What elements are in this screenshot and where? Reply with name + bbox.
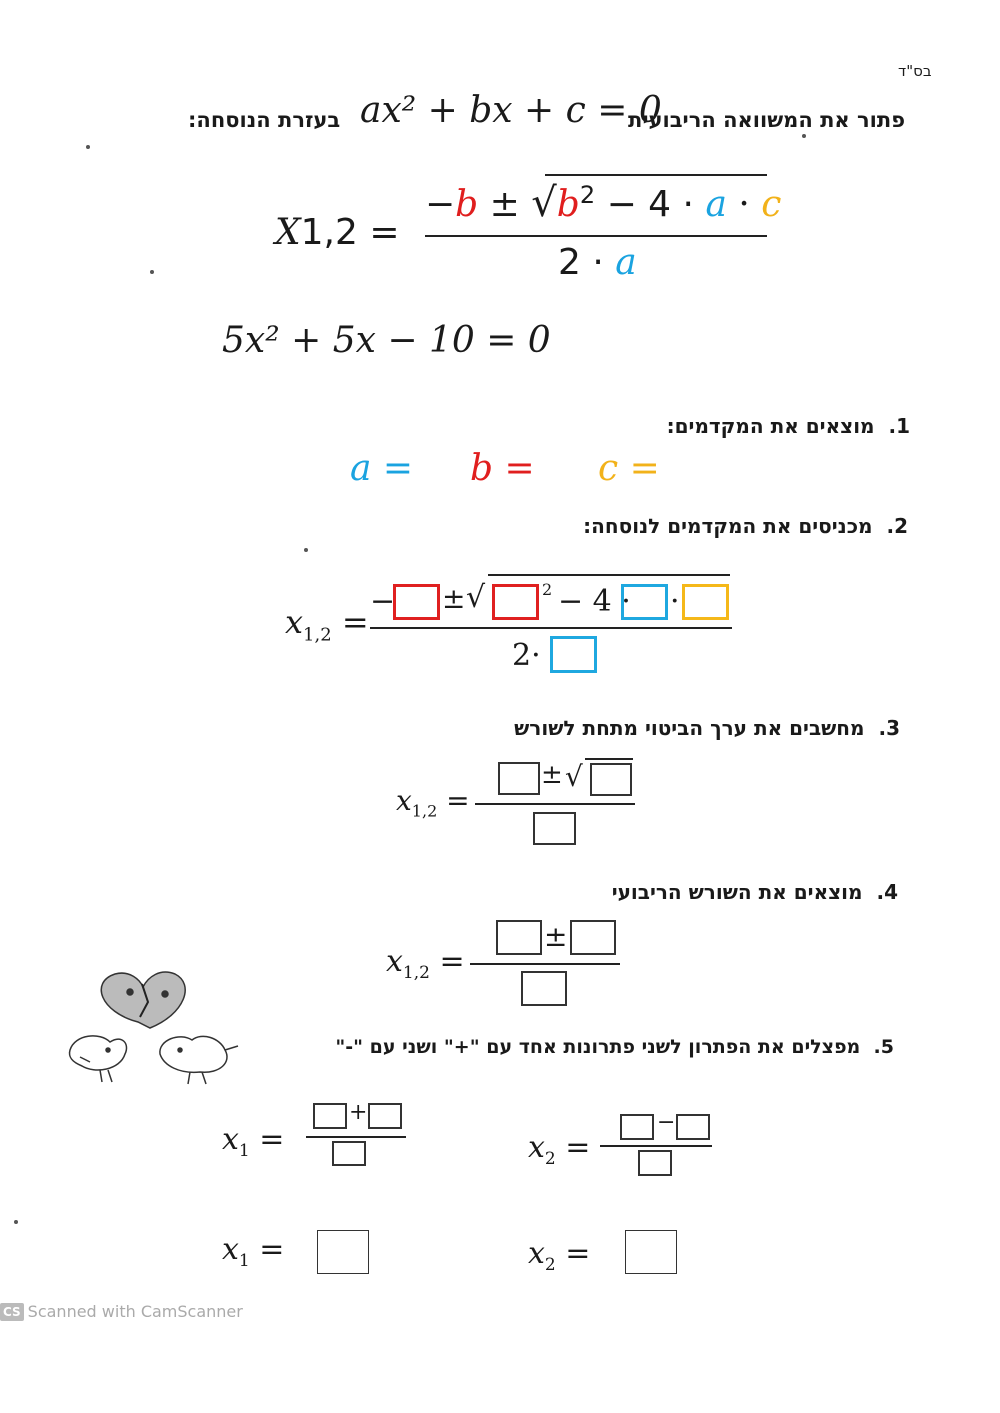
step2-box-den-a[interactable] xyxy=(550,636,597,673)
step-5 xyxy=(335,1036,894,1058)
bird-right-icon xyxy=(160,1036,238,1084)
step3-eq: = xyxy=(446,784,470,817)
step-3-text: מחשבים את ערך הביטוי מתחת לשורש xyxy=(514,716,865,740)
step3-box-num[interactable] xyxy=(498,762,540,795)
step-2-num: 2. xyxy=(886,514,908,538)
step-1-num: 1. xyxy=(888,414,910,438)
step3-sub: 1,2 xyxy=(411,801,438,821)
step-1-text: מוצאים את המקדמים: xyxy=(666,414,875,438)
formula-pm: ± xyxy=(489,184,520,225)
step5-x2-eq: = xyxy=(565,1130,591,1165)
step3-sqrt-bar xyxy=(585,758,633,760)
step-4-num: 4. xyxy=(876,880,898,904)
formula-fraction-bar xyxy=(425,235,767,237)
step2-x: x xyxy=(285,603,304,641)
step2-sqrt-bar xyxy=(488,574,730,576)
step2-dot: · xyxy=(670,584,680,619)
camscanner-watermark xyxy=(0,1302,243,1321)
step5-x2-lhs xyxy=(528,1130,590,1169)
step3-pm: ± xyxy=(541,760,563,790)
answer-x1-eq: = xyxy=(259,1232,285,1267)
step5-x1-lhs xyxy=(222,1122,284,1161)
heart-icon xyxy=(101,972,185,1028)
scan-dot xyxy=(802,134,806,138)
step-3-num: 3. xyxy=(878,716,900,740)
step4-box-den[interactable] xyxy=(521,971,567,1006)
scan-dot xyxy=(150,270,154,274)
step2-minus4: − 4 · xyxy=(558,584,631,619)
step5-x1-box-den[interactable] xyxy=(332,1141,366,1166)
step3-box-den[interactable] xyxy=(533,812,576,845)
given-equation: 5x² + 5x − 10 = 0 xyxy=(222,320,551,361)
birds-illustration xyxy=(60,962,250,1102)
title-text-left: בעזרת הנוסחה: xyxy=(188,108,341,132)
formula-minus: − xyxy=(425,184,456,225)
step5-x2-box-den[interactable] xyxy=(638,1150,672,1176)
answer-x2: x xyxy=(528,1236,545,1271)
formula-lhs: X1,2 = xyxy=(275,212,400,253)
scan-dot xyxy=(14,1220,18,1224)
bird-left-icon xyxy=(70,1036,127,1082)
step-5-num: 5. xyxy=(873,1036,894,1058)
step2-square: 2 xyxy=(542,580,553,599)
step4-box-right[interactable] xyxy=(570,920,616,955)
sqrt-symbol: √ xyxy=(531,180,557,226)
formula-den-a: a xyxy=(615,242,637,283)
step5-x2: x xyxy=(528,1130,545,1165)
answer-x2-box[interactable] xyxy=(625,1230,677,1274)
step2-fraction-bar xyxy=(370,627,732,629)
step5-x1-sub: 1 xyxy=(238,1141,250,1161)
step-3 xyxy=(514,716,900,740)
formula-c: c xyxy=(761,184,782,225)
step4-x: x xyxy=(386,944,403,979)
step4-sub: 1,2 xyxy=(402,963,430,983)
answer-x1-lhs xyxy=(222,1232,284,1271)
formula-a: a xyxy=(705,184,727,225)
formula-den: 2 · xyxy=(558,242,604,283)
step2-sub: 1,2 xyxy=(303,624,332,646)
step5-x2-fraction-bar xyxy=(600,1145,712,1147)
step5-x1-plus: + xyxy=(349,1100,368,1125)
step3-box-sqrt[interactable] xyxy=(590,763,632,796)
step2-eq: = xyxy=(341,603,369,641)
step2-box-b2[interactable] xyxy=(492,584,539,620)
step-2-text: מכניסים את המקדמים לנוסחה: xyxy=(583,514,873,538)
step-4-text: מוצאים את השורש הריבועי xyxy=(611,880,863,904)
step2-box-a[interactable] xyxy=(621,584,668,620)
step5-x2-box-right[interactable] xyxy=(676,1114,710,1140)
step-5-text: מפצלים את הפתרון לשני פתרונות אחד עם "+" ושני עם "-" xyxy=(335,1036,861,1058)
step4-box-left[interactable] xyxy=(496,920,542,955)
formula-b: b xyxy=(455,184,479,225)
answer-x2-sub: 2 xyxy=(544,1255,556,1275)
step3-lhs xyxy=(396,784,470,821)
scan-dot xyxy=(86,145,90,149)
step3-x: x xyxy=(396,784,412,817)
formula-dot: · xyxy=(738,184,750,225)
title-text-right: פתור את המשוואה הריבועית xyxy=(628,108,906,132)
formula-numerator xyxy=(425,180,781,226)
step5-x1-box-right[interactable] xyxy=(368,1103,402,1129)
scan-dot xyxy=(304,548,308,552)
step2-den: 2· xyxy=(512,638,541,673)
step4-fraction-bar xyxy=(470,963,620,965)
step4-pm: ± xyxy=(544,920,568,953)
formula-minus4: − 4 · xyxy=(606,184,694,225)
step2-box-b[interactable] xyxy=(393,584,440,620)
answer-x1: x xyxy=(222,1232,239,1267)
step3-sqrt: √ xyxy=(565,760,583,793)
step5-x1-eq: = xyxy=(259,1122,285,1157)
step4-eq: = xyxy=(439,944,465,979)
title-equation: ax² + bx + c = 0 xyxy=(360,90,662,131)
answer-x2-eq: = xyxy=(565,1236,591,1271)
formula-b2: b xyxy=(556,184,580,225)
answer-x1-sub: 1 xyxy=(238,1251,250,1271)
answer-x2-lhs xyxy=(528,1236,590,1275)
step5-x1: x xyxy=(222,1122,239,1157)
coef-b: b = xyxy=(470,448,535,489)
step5-x2-sub: 2 xyxy=(544,1149,556,1169)
coef-c: c = xyxy=(598,448,660,489)
step5-x1-fraction-bar xyxy=(306,1136,406,1138)
step2-lhs xyxy=(285,603,369,645)
step5-x2-box-left[interactable] xyxy=(620,1114,654,1140)
step3-fraction-bar xyxy=(475,803,635,805)
step-4 xyxy=(612,880,898,904)
step5-x1-box-left[interactable] xyxy=(313,1103,347,1129)
step5-x2-minus: − xyxy=(657,1110,676,1135)
step-1 xyxy=(667,414,910,438)
sqrt-bar xyxy=(545,174,767,176)
formula-denominator xyxy=(558,242,637,283)
camscanner-text: Scanned with CamScanner xyxy=(27,1302,243,1321)
step2-minus: − xyxy=(370,584,396,619)
answer-x1-box[interactable] xyxy=(317,1230,369,1274)
step2-sqrt: √ xyxy=(466,580,486,615)
formula-square: 2 xyxy=(579,181,596,209)
step4-lhs xyxy=(386,944,465,983)
camscanner-logo-icon: CS xyxy=(0,1303,24,1321)
coef-a: a = xyxy=(350,448,414,489)
step2-box-c[interactable] xyxy=(682,584,729,620)
bsd-header: בס"ד xyxy=(898,62,932,80)
step-2 xyxy=(583,514,908,538)
step2-pm: ± xyxy=(442,582,466,615)
